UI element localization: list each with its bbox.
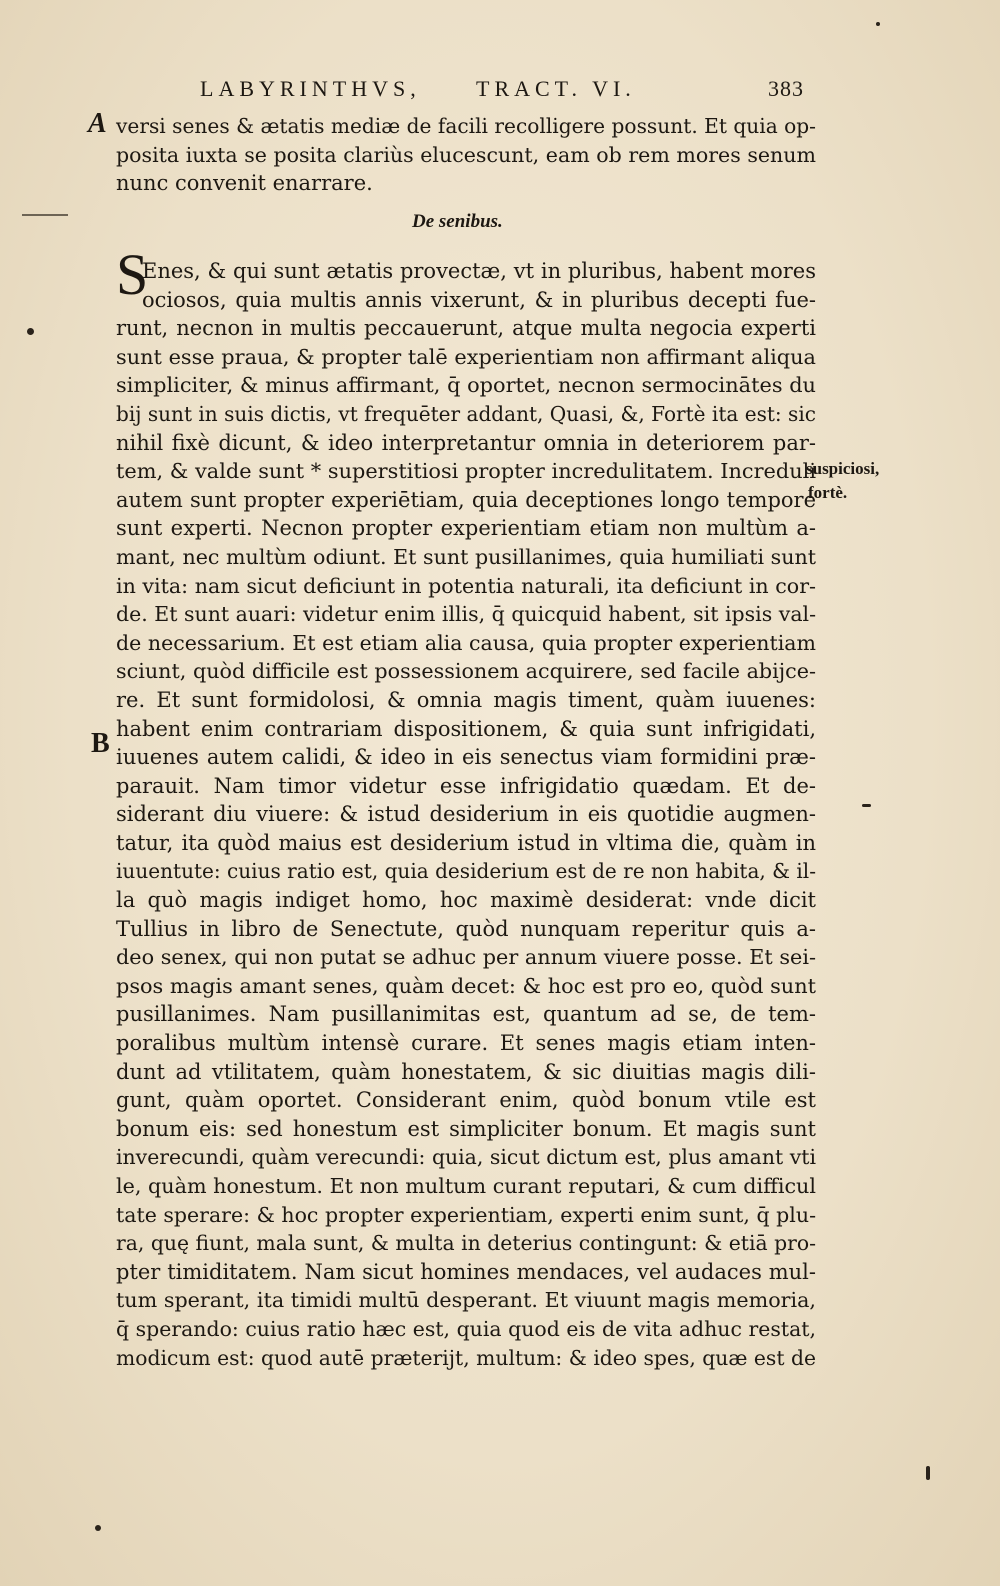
text-line: sunt esse praua, & propter talē experientiam non affirmant aliqua	[116, 344, 816, 369]
ink-speck	[876, 22, 880, 26]
text-line: tate sperare: & hoc propter experientiam, experti enim sunt, q̄ plu-	[116, 1202, 816, 1227]
text-line: parauit. Nam timor videtur esse infrigidatio quædam. Et de-	[116, 773, 816, 798]
ink-speck	[95, 1525, 101, 1531]
section-letter-b: B	[91, 728, 110, 759]
ink-speck	[27, 328, 34, 335]
text-line: modicum est: quod autē præterijt, multum: & ideo spes, quæ est de	[116, 1345, 816, 1370]
running-head-title: LABYRINTHVS,	[200, 76, 421, 101]
text-line: simpliciter, & minus affirmant, q̄ oportet, necnon sermocinātes du	[116, 373, 816, 398]
text-line: bonum eis: sed honestum est simpliciter bonum. Et magis sunt	[116, 1116, 816, 1141]
running-head-tract: TRACT. VI.	[476, 76, 636, 101]
main-paragraph	[116, 257, 816, 1372]
text-line: la quò magis indiget homo, hoc maximè desiderat: vnde dicit	[116, 888, 816, 913]
text-line: q̄ sperando: cuius ratio hæc est, quia quod eis de vita adhuc restat,	[116, 1316, 816, 1341]
section-letter-a: A	[88, 108, 107, 139]
text-line: tum sperant, ita timidi multū desperant. Et viuunt magis memoria,	[116, 1288, 816, 1313]
text-line: psos magis amant senes, quàm decet: & hoc est pro eo, quòd sunt	[116, 973, 816, 998]
text-line: siderant diu viuere: & istud desiderium in eis quotidie augmen-	[116, 802, 816, 827]
text-line: runt, necnon in multis peccauerunt, atque multa negocia experti	[116, 316, 816, 341]
text-line: poralibus multùm intensè curare. Et senes magis etiam inten-	[116, 1031, 816, 1056]
text-line: mant, nec multùm odiunt. Et sunt pusillanimes, quia humiliati sunt	[116, 544, 816, 569]
ink-speck	[862, 804, 871, 807]
text-line: Tullius in libro de Senectute, quòd nunquam reperitur quis a-	[116, 916, 816, 941]
text-line: inverecundi, quàm verecundi: quia, sicut dictum est, plus amant vti	[116, 1145, 816, 1170]
text-line: in vita: nam sicut deficiunt in potentia naturali, ita deficiunt in cor-	[116, 573, 816, 598]
text-line: pter timiditatem. Nam sicut homines mendaces, vel audaces mul-	[116, 1259, 816, 1284]
text-line: ra, quę fiunt, mala sunt, & multa in deterius contingunt: & etiā pro-	[116, 1231, 816, 1256]
text-line: sciunt, quòd difficile est possessionem acquirere, sed facile abijce-	[116, 659, 816, 684]
text-line: iuuenes autem calidi, & ideo in eis senectus viam formidini præ-	[116, 745, 816, 770]
section-subheading: De senibus.	[412, 211, 503, 232]
marginal-note: suspiciosi,	[806, 459, 880, 478]
text-line: nihil fixè dicunt, & ideo interpretantur omnia in deteriorem par-	[116, 430, 816, 455]
margin-rule-mark	[22, 214, 68, 216]
text-line: tatur, ita quòd maius est desiderium istud in vltima die, quàm in	[116, 830, 816, 855]
text-line: gunt, quàm oportet. Considerant enim, quòd bonum vtile est	[116, 1088, 816, 1113]
text-line: posita iuxta se posita clariùs elucescunt, eam ob rem mores senum	[116, 142, 816, 167]
text-line: Enes, & qui sunt ætatis provectæ, vt in pluribus, habent mores	[142, 259, 816, 283]
text-line: dunt ad vtilitatem, quàm honestatem, & sic diuitias magis dili-	[116, 1059, 816, 1084]
page-number: 383	[768, 76, 804, 101]
intro-paragraph	[116, 112, 816, 198]
drop-cap: S	[116, 242, 149, 307]
text-line: de necessarium. Et est etiam alia causa, quia propter experientiam	[116, 630, 816, 655]
text-line: ociosos, quia multis annis vixerunt, & in pluribus decepti fue-	[142, 287, 816, 312]
text-line: autem sunt propter experiētiam, quia deceptiones longo tempore	[116, 487, 816, 512]
text-line: bij sunt in suis dictis, vt frequēter addant, Quasi, &, Fortè ita est: sic	[116, 401, 816, 426]
text-line: nunc convenit enarrare.	[116, 171, 373, 196]
text-line: sunt experti. Necnon propter experientiam etiam non multùm a-	[116, 516, 816, 541]
text-line: iuuentute: cuius ratio est, quia desiderium est de re non habita, & il-	[116, 859, 816, 884]
text-line: versi senes & ætatis mediæ de facili recolligere possunt. Et quia op-	[116, 114, 816, 138]
ink-speck	[926, 1466, 930, 1480]
text-line: pusillanimes. Nam pusillanimitas est, quantum ad se, de tem-	[116, 1002, 816, 1027]
text-line: habent enim contrariam dispositionem, & quia sunt infrigidati,	[116, 716, 816, 741]
text-line: de. Et sunt auari: videtur enim illis, q̄ quicquid habent, sit ipsis val-	[116, 602, 816, 627]
text-line: tem, & valde sunt * superstitiosi propter incredulitatem. Increduli	[116, 459, 816, 484]
text-line: re. Et sunt formidolosi, & omnia magis timent, quàm iuuenes:	[116, 687, 816, 712]
text-line: deo senex, qui non putat se adhuc per annum viuere posse. Et sei-	[116, 945, 816, 970]
text-line: le, quàm honestum. Et non multum curant reputari, & cum difficul	[116, 1174, 816, 1198]
marginal-note: fortè.	[808, 483, 848, 502]
